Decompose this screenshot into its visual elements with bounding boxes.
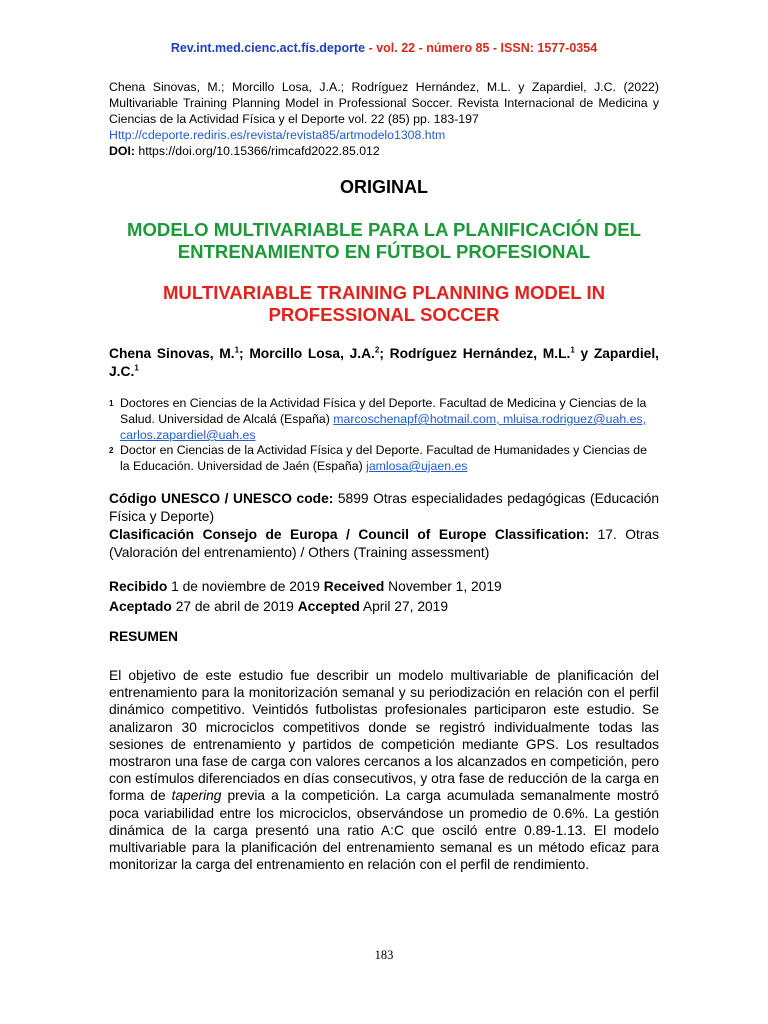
- affiliation-2-number: 2: [109, 446, 114, 455]
- journal-abbreviation: Rev.int.med.cienc.act.fís.deporte: [170, 41, 366, 55]
- accepted-es-label: Aceptado: [109, 599, 172, 614]
- abstract-italic-term: tapering: [171, 788, 222, 804]
- unesco-code: [109, 490, 659, 526]
- received-line: [109, 577, 659, 597]
- affiliation-1-emails[interactable]: marcoschenapf@hotmail.com, mluisa.rodriguez@uah.es, carlos.zapardiel@uah.es: [120, 412, 646, 442]
- citation-block: [109, 79, 659, 159]
- abstract-body: [109, 667, 659, 873]
- accepted-en-label: Accepted: [297, 599, 360, 614]
- title-english: MULTIVARIABLE TRAINING PLANNING MODEL IN PROFESSIONAL SOCCER: [162, 282, 606, 325]
- affiliation-1-number: 1: [109, 399, 114, 408]
- journal-volume-issn: - vol. 22 - número 85 - ISSN: 1577-0354: [365, 41, 598, 55]
- journal-header: [109, 41, 659, 55]
- council-of-europe-classification: [109, 526, 659, 562]
- unesco-value: 5899 Otras especialidades pedagógicas (Educación Física y Deporte): [109, 491, 659, 524]
- coe-value: 17. Otras (Valoración del entrenamiento) / Others (Training assessment): [109, 527, 659, 560]
- affiliation-1-text: Doctores en Ciencias de la Actividad Física y del Deporte. Facultad de Medicina y Ciencias de la Salud. Universidad de Alcalá (España): [120, 396, 647, 426]
- abstract-heading: RESUMEN: [109, 629, 178, 644]
- doi-label: DOI:: [109, 144, 135, 158]
- citation-text: Chena Sinovas, M.; Morcillo Losa, J.A.; Rodríguez Hernández, M.L. y Zapardiel, J.C. (2022) Multivariable Training Planning Model in Professional Soccer. Revista Internacional de Medicina y Ciencias de la Actividad Física y el Deporte vol. 22 (85) pp. 183-197: [109, 80, 659, 126]
- author-1-affiliation-mark: 1: [234, 345, 240, 355]
- received-es-label: Recibido: [109, 579, 168, 594]
- author-list: [109, 345, 659, 381]
- page-number: 183: [374, 948, 394, 962]
- accepted-en-date: April 27, 2019: [359, 599, 449, 614]
- unesco-label: Código UNESCO / UNESCO code:: [109, 491, 334, 506]
- affiliation-1: [109, 395, 659, 443]
- received-es-date: 1 de noviembre de 2019: [167, 579, 324, 594]
- author-4-affiliation-mark: 1: [134, 363, 139, 373]
- affiliation-2: [109, 442, 659, 474]
- author-1: Chena Sinovas, M.: [109, 346, 235, 361]
- received-en-date: November 1, 2019: [384, 579, 502, 594]
- title-spanish: MODELO MULTIVARIABLE PARA LA PLANIFICACIÓN DEL ENTRENAMIENTO EN FÚTBOL PROFESIONAL: [126, 219, 642, 262]
- author-2: ; Morcillo Losa, J.A.: [239, 346, 375, 361]
- abstract-text-2: previa a la competición. La carga acumulada semanalmente mostró poca variabilidad entre los microciclos, observándose un promedio de 0.6%. La gestión dinámica de la carga presentó una ratio A:C que osciló entre 0.89-1.13. El modelo multivariable para la planificación del entrenamiento semanal es un método eficaz para monitorizar la carga del entrenamiento en relación con el perfil de rendimiento.: [109, 788, 659, 873]
- received-en-label: Received: [323, 579, 385, 594]
- doi-value[interactable]: https://doi.org/10.15366/rimcafd2022.85.012: [134, 144, 380, 158]
- citation-url[interactable]: Http://cdeporte.rediris.es/revista/revista85/artmodelo1308.htm: [109, 128, 446, 142]
- affiliation-2-text: Doctor en Ciencias de la Actividad Física y del Deporte. Facultad de Humanidades y Ciencias de la Educación. Universidad de Jaén (España): [120, 443, 647, 473]
- abstract-text-1: El objetivo de este estudio fue describir un modelo multivariable de planificación del entrenamiento para la monitorización semanal y su periodización en relación con el perfil dinámico competitivo. Veintidós futbolistas profesionales participaron este estudio. Se analizaron 30 microciclos competitivos donde se registró individualmente todas las sesiones de entrenamiento y partidos de competición mediante GPS. Los resultados mostraron una fase de carga con valores cercanos a los alcanzados en competición, pero con estímulos diferenciados en días consecutivos, y otra fase de reducción de la carga en forma de: [109, 668, 659, 804]
- author-2-affiliation-mark: 2: [374, 345, 380, 355]
- author-4: y Zapardiel, J.C.: [109, 346, 660, 379]
- accepted-line: [109, 597, 659, 617]
- accepted-es-date: 27 de abril de 2019: [171, 599, 298, 614]
- author-3-affiliation-mark: 1: [570, 345, 575, 355]
- author-3: ; Rodríguez Hernández, M.L.: [379, 346, 571, 361]
- submission-dates: [109, 577, 659, 617]
- section-label: ORIGINAL: [340, 177, 428, 197]
- coe-label: Clasificación Consejo de Europa / Council of Europe Classification:: [109, 527, 590, 542]
- affiliation-2-email[interactable]: jamlosa@ujaen.es: [366, 459, 468, 473]
